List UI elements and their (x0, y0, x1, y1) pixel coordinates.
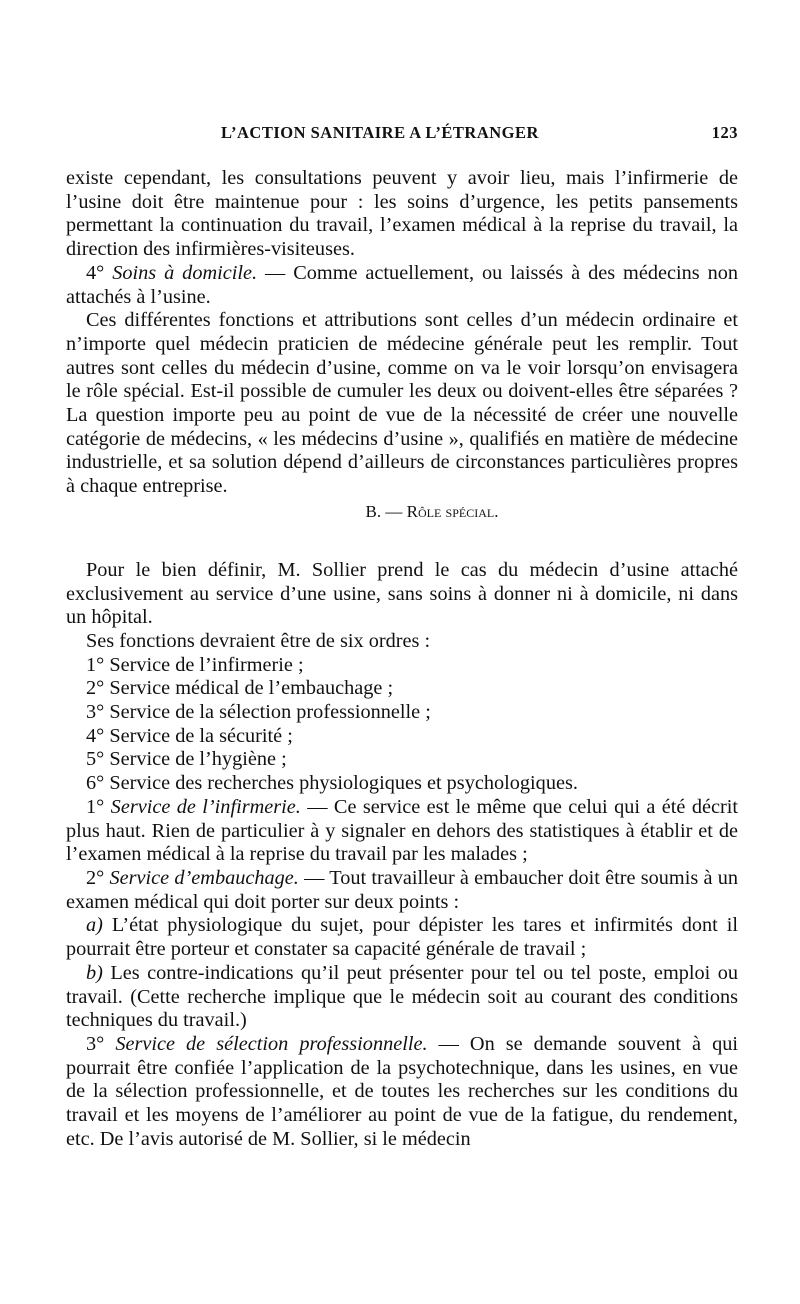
section-heading: B. — Rôle spécial. (365, 501, 499, 521)
paragraph-text: L’état physiologique du sujet, pour dépister les tares et infirmités dont il pourrait être porteur et constater sa capacité générale de travail ; (66, 914, 738, 961)
paragraph-definir (66, 559, 738, 630)
list-item: 1° Service de l’infirmerie ; (86, 653, 304, 676)
paragraph-text: Les contre-indications qu’il peut présenter pour tel ou tel poste, emploi ou travail. (Cette recherche implique que le médecin soit au courant des conditions techniques du travail.) (66, 961, 738, 1032)
paragraph-fonctions (66, 309, 738, 499)
paragraph-text: — Ce service est le même que celui qui a été décrit plus haut. Rien de particulier à y signaler en dehors des statistiques à établir et de l’examen médical à la reprise du travail par les malades ; (66, 795, 738, 866)
list-item: 6° Service des recherches physiologiques et psychologiques. (86, 772, 578, 795)
paragraph-text: — Comme actuellement, ou laissés à des médecins non attachés à l’usine. (66, 261, 739, 308)
paragraph-selection (66, 1033, 738, 1152)
paragraph-text: Pour le bien définir, M. Sollier prend le cas du médecin d’usine attaché exclusivement au service d’une usine, sans soins à donner ni à domicile, ni dans un hôpital. (66, 558, 738, 629)
paragraph-continuation (66, 167, 738, 262)
item-number: 1° (86, 795, 105, 818)
paragraph-infirmerie (66, 796, 738, 867)
item-title: Service de l’infirmerie. (110, 795, 301, 818)
item-letter: b) (86, 961, 103, 984)
page-number: 123 (711, 123, 738, 142)
paragraph-soins-domicile (66, 262, 738, 309)
paragraph-point-b (66, 962, 738, 1033)
paragraph-point-a (66, 914, 738, 961)
paragraph-text: — Tout travailleur à embaucher doit être soumis à un examen médical qui doit porter sur deux points : (66, 866, 738, 913)
body-text (66, 167, 738, 1151)
running-head (66, 121, 738, 143)
paragraph-text: — On se demande souvent à qui pourrait être confiée l’application de la psychotechnique, dans les usines, en vue de la sélection professionnelle, et de toutes les recherches sur les conditions du travail et les moyens de l’améliorer au point de vue de la fatigue, du rendement, etc. De l’avis autorisé de M. Sollier, si le médecin (66, 1032, 739, 1150)
paragraph-text: existe cependant, les consultations peuvent y avoir lieu, mais l’infirmerie de l’usine doit être maintenue pour : les soins d’urgence, les petits pansements permettant la continuation du travail, l’examen médical à la reprise du travail, la direction des infirmières-visiteuses. (66, 167, 738, 261)
item-letter: a) (86, 914, 103, 937)
item-number: 3° (86, 1032, 105, 1055)
list-item: 5° Service de l’hygiène ; (86, 748, 287, 771)
paragraph-text: Ces différentes fonctions et attributions sont celles d’un médecin ordinaire et n’importe quel médecin praticien de médecine générale peut les remplir. Tout autres sont celles du médecin d’usine, comme on va le voir lorsqu’on envisagera le rôle spécial. Est-il possible de cumuler les deux ou doivent-elles être séparées ? La question importe peu au point de vue de la nécessité de créer une nouvelle catégorie de médecins, « les médecins d’usine », qualifiés en matière de médecine industrielle, et sa solution dépend d’ailleurs de circonstances particulières propres à chaque entreprise. (66, 309, 738, 498)
item-title: Soins à domicile. (112, 261, 258, 284)
running-title: L’ACTION SANITAIRE A L’ÉTRANGER (221, 123, 539, 142)
list-item: 2° Service médical de l’embauchage ; (86, 677, 394, 700)
paragraph-text: Ses fonctions devraient être de six ordres : (86, 629, 431, 652)
item-number: 2° (86, 866, 105, 889)
item-title: Service d’embauchage. (109, 866, 299, 889)
list-item: 4° Service de la sécurité ; (86, 724, 293, 747)
paragraph-embauchage (66, 867, 738, 914)
item-number: 4° (86, 261, 105, 284)
item-title: Service de sélection professionnelle. (115, 1032, 428, 1055)
list-item: 3° Service de la sélection professionnelle ; (86, 701, 431, 724)
paragraph-fonctions-ordres (66, 630, 738, 654)
